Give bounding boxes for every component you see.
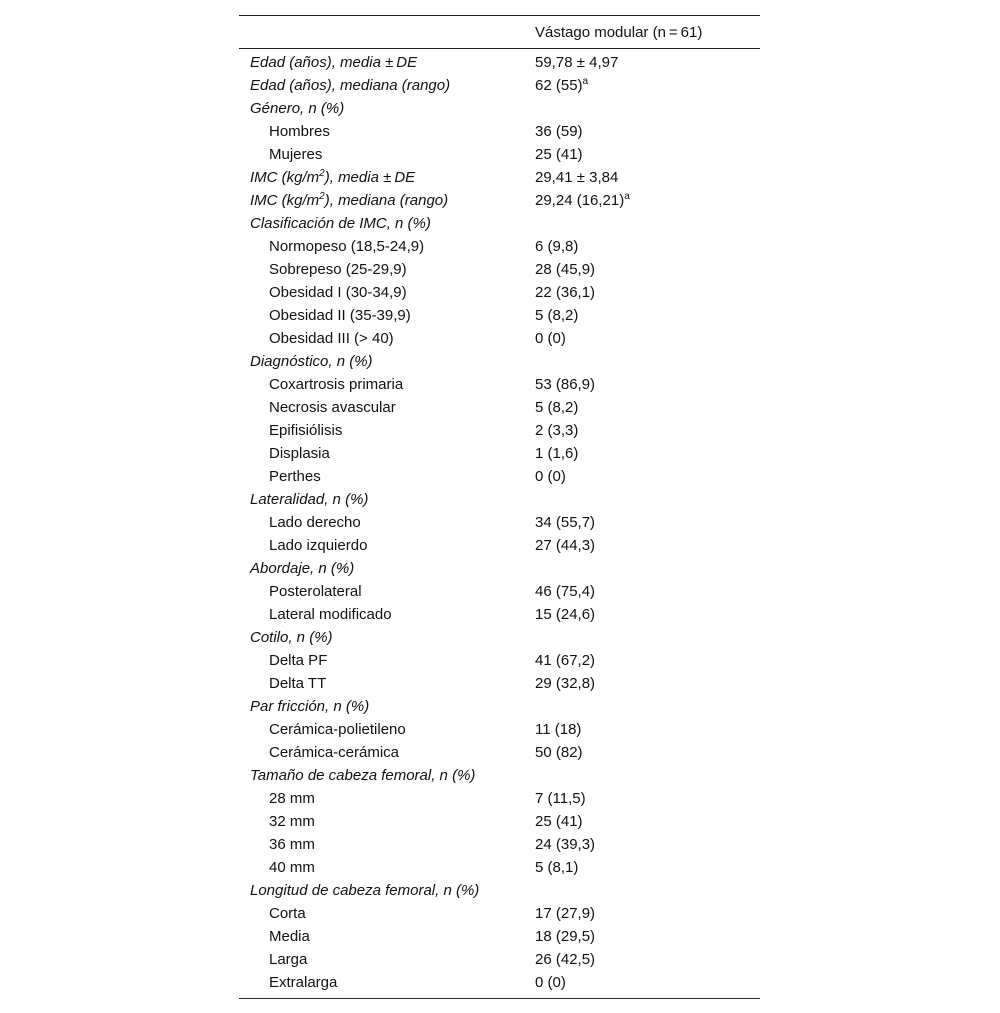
value-text: 28 (45,9) — [535, 261, 596, 278]
table-row — [239, 534, 760, 557]
value-text: 36 (59) — [535, 123, 583, 140]
value-text: 24 (39,3) — [535, 836, 596, 853]
table-row — [239, 580, 760, 603]
value-text: 11 (18) — [535, 721, 582, 738]
table-row — [239, 833, 760, 856]
row-value — [535, 74, 588, 99]
table-row — [239, 879, 760, 902]
row-value — [535, 419, 578, 442]
row-value — [535, 534, 595, 557]
table-bottom-rule — [239, 998, 760, 999]
table-row — [239, 97, 760, 120]
table-row — [239, 626, 760, 649]
row-value — [535, 281, 595, 304]
label-text: ), media ± DE — [324, 169, 416, 186]
row-sublabel: Hombres — [269, 123, 330, 140]
row-value — [535, 373, 595, 396]
value-text: 53 (86,9) — [535, 376, 596, 393]
table-row — [239, 948, 760, 971]
row-sublabel: Lado izquierdo — [269, 537, 368, 554]
row-value — [535, 465, 566, 488]
row-category-label: Tamaño de cabeza femoral, n (%) — [250, 767, 476, 784]
row-sublabel: Larga — [269, 951, 308, 968]
row-category-label: Longitud de cabeza femoral, n (%) — [250, 882, 480, 899]
table-row — [239, 856, 760, 879]
table-row — [239, 74, 760, 97]
row-category-label: Par fricción, n (%) — [250, 698, 370, 715]
row-sublabel: Mujeres — [269, 146, 323, 163]
label-superscript: 2 — [319, 168, 325, 179]
row-value — [535, 51, 618, 74]
table-row — [239, 304, 760, 327]
row-value — [535, 327, 566, 350]
value-text: 7 (11,5) — [535, 790, 586, 807]
value-text: 27 (44,3) — [535, 537, 596, 554]
value-text: 5 (8,2) — [535, 399, 579, 416]
value-text: 15 (24,6) — [535, 606, 596, 623]
table-row — [239, 511, 760, 534]
row-sublabel: Delta TT — [269, 675, 327, 692]
row-value — [535, 925, 595, 948]
label-superscript: 2 — [319, 191, 325, 202]
row-value — [535, 304, 578, 327]
value-text: 50 (82) — [535, 744, 583, 761]
row-value — [535, 396, 578, 419]
row-category-label: Abordaje, n (%) — [250, 560, 355, 577]
value-text: 2 (3,3) — [535, 422, 579, 439]
row-sublabel: Obesidad II (35-39,9) — [269, 307, 411, 324]
value-text: 0 (0) — [535, 330, 566, 347]
row-value — [535, 143, 583, 166]
row-sublabel: Cerámica-cerámica — [269, 744, 400, 761]
value-text: 29,41 ± 3,84 — [535, 169, 619, 186]
table-row — [239, 258, 760, 281]
value-text: 18 (29,5) — [535, 928, 596, 945]
row-value — [535, 166, 618, 189]
table-row — [239, 764, 760, 787]
row-category-label: Clasificación de IMC, n (%) — [250, 215, 431, 232]
footnote-marker: a — [582, 76, 589, 87]
table-row — [239, 603, 760, 626]
table-row — [239, 327, 760, 350]
value-text: 22 (36,1) — [535, 284, 596, 301]
label-text: ), mediana (rango) — [324, 192, 449, 209]
value-text: 25 (41) — [535, 146, 583, 163]
row-value — [535, 741, 583, 764]
row-sublabel: Obesidad I (30-34,9) — [269, 284, 407, 301]
table-row — [239, 787, 760, 810]
row-sublabel: 40 mm — [269, 859, 315, 876]
row-value — [535, 511, 595, 534]
table-row — [239, 189, 760, 212]
row-sublabel: Epifisiólisis — [269, 422, 343, 439]
table-row — [239, 925, 760, 948]
table-row — [239, 557, 760, 580]
row-value — [535, 258, 595, 281]
value-text: 25 (41) — [535, 813, 583, 830]
value-text: 5 (8,2) — [535, 307, 579, 324]
row-sublabel: Necrosis avascular — [269, 399, 396, 416]
row-value — [535, 235, 578, 258]
value-text: 59,78 ± 4,97 — [535, 54, 619, 71]
row-value — [535, 603, 595, 626]
row-category-label: Edad (años), mediana (rango) — [250, 77, 451, 94]
column-header-modular-stem: Vástago modular (n = 61) — [535, 24, 703, 41]
row-sublabel: Obesidad III (> 40) — [269, 330, 394, 347]
row-category-label: Edad (años), media ± DE — [250, 54, 418, 71]
label-text: IMC (kg/m — [250, 192, 320, 209]
table-row — [239, 488, 760, 511]
footnote-marker: a — [624, 191, 630, 202]
row-value — [535, 649, 595, 672]
row-sublabel: Corta — [269, 905, 306, 922]
row-sublabel: 32 mm — [269, 813, 315, 830]
row-sublabel: Lateral modificado — [269, 606, 392, 623]
row-value — [535, 787, 586, 810]
row-value — [535, 672, 595, 695]
row-sublabel: Extralarga — [269, 974, 338, 991]
row-sublabel: 36 mm — [269, 836, 315, 853]
table-row — [239, 143, 760, 166]
value-text: 34 (55,7) — [535, 514, 596, 531]
value-text: 29,24 (16,21) — [535, 192, 625, 209]
table-row — [239, 373, 760, 396]
row-value — [535, 856, 578, 879]
row-value — [535, 189, 630, 214]
table-row — [239, 235, 760, 258]
row-category-label: Lateralidad, n (%) — [250, 491, 369, 508]
value-text: 5 (8,1) — [535, 859, 579, 876]
value-text: 41 (67,2) — [535, 652, 596, 669]
value-text: 17 (27,9) — [535, 905, 596, 922]
table-row — [239, 419, 760, 442]
row-sublabel: Coxartrosis primaria — [269, 376, 404, 393]
table-row — [239, 166, 760, 189]
value-text: 0 (0) — [535, 974, 566, 991]
row-value — [535, 810, 583, 833]
table-row — [239, 396, 760, 419]
row-value — [535, 442, 578, 465]
row-value — [535, 833, 595, 856]
row-value — [535, 580, 595, 603]
table-row — [239, 695, 760, 718]
data-table — [239, 15, 760, 999]
row-sublabel: Delta PF — [269, 652, 328, 669]
value-text: 29 (32,8) — [535, 675, 596, 692]
table-row — [239, 350, 760, 373]
value-text: 26 (42,5) — [535, 951, 596, 968]
value-text: 46 (75,4) — [535, 583, 596, 600]
row-category-label — [250, 189, 448, 214]
table-row — [239, 971, 760, 994]
table-row — [239, 649, 760, 672]
table-row — [239, 718, 760, 741]
row-sublabel: Posterolateral — [269, 583, 362, 600]
row-value — [535, 718, 581, 741]
value-text: 6 (9,8) — [535, 238, 579, 255]
table-row — [239, 465, 760, 488]
row-sublabel: Displasia — [269, 445, 330, 462]
row-value — [535, 971, 566, 994]
table-row — [239, 281, 760, 304]
table-row — [239, 672, 760, 695]
row-sublabel: Normopeso (18,5-24,9) — [269, 238, 425, 255]
row-category-label — [250, 166, 415, 191]
table-row — [239, 212, 760, 235]
row-category-label: Cotilo, n (%) — [250, 629, 333, 646]
row-sublabel: Media — [269, 928, 310, 945]
value-text: 0 (0) — [535, 468, 566, 485]
table-row — [239, 741, 760, 764]
table-body — [239, 49, 760, 998]
row-sublabel: 28 mm — [269, 790, 315, 807]
table-row — [239, 810, 760, 833]
row-sublabel: Perthes — [269, 468, 321, 485]
row-sublabel: Sobrepeso (25-29,9) — [269, 261, 407, 278]
row-category-label: Diagnóstico, n (%) — [250, 353, 373, 370]
row-sublabel: Cerámica-polietileno — [269, 721, 406, 738]
table-row — [239, 120, 760, 143]
table-row — [239, 51, 760, 74]
label-text: IMC (kg/m — [250, 169, 320, 186]
value-text: 62 (55) — [535, 77, 583, 94]
row-value — [535, 948, 595, 971]
table-row — [239, 442, 760, 465]
row-category-label: Género, n (%) — [250, 100, 345, 117]
value-text: 1 (1,6) — [535, 445, 579, 462]
table-header — [239, 16, 760, 48]
row-sublabel: Lado derecho — [269, 514, 361, 531]
row-value — [535, 902, 595, 925]
table-row — [239, 902, 760, 925]
row-value — [535, 120, 583, 143]
